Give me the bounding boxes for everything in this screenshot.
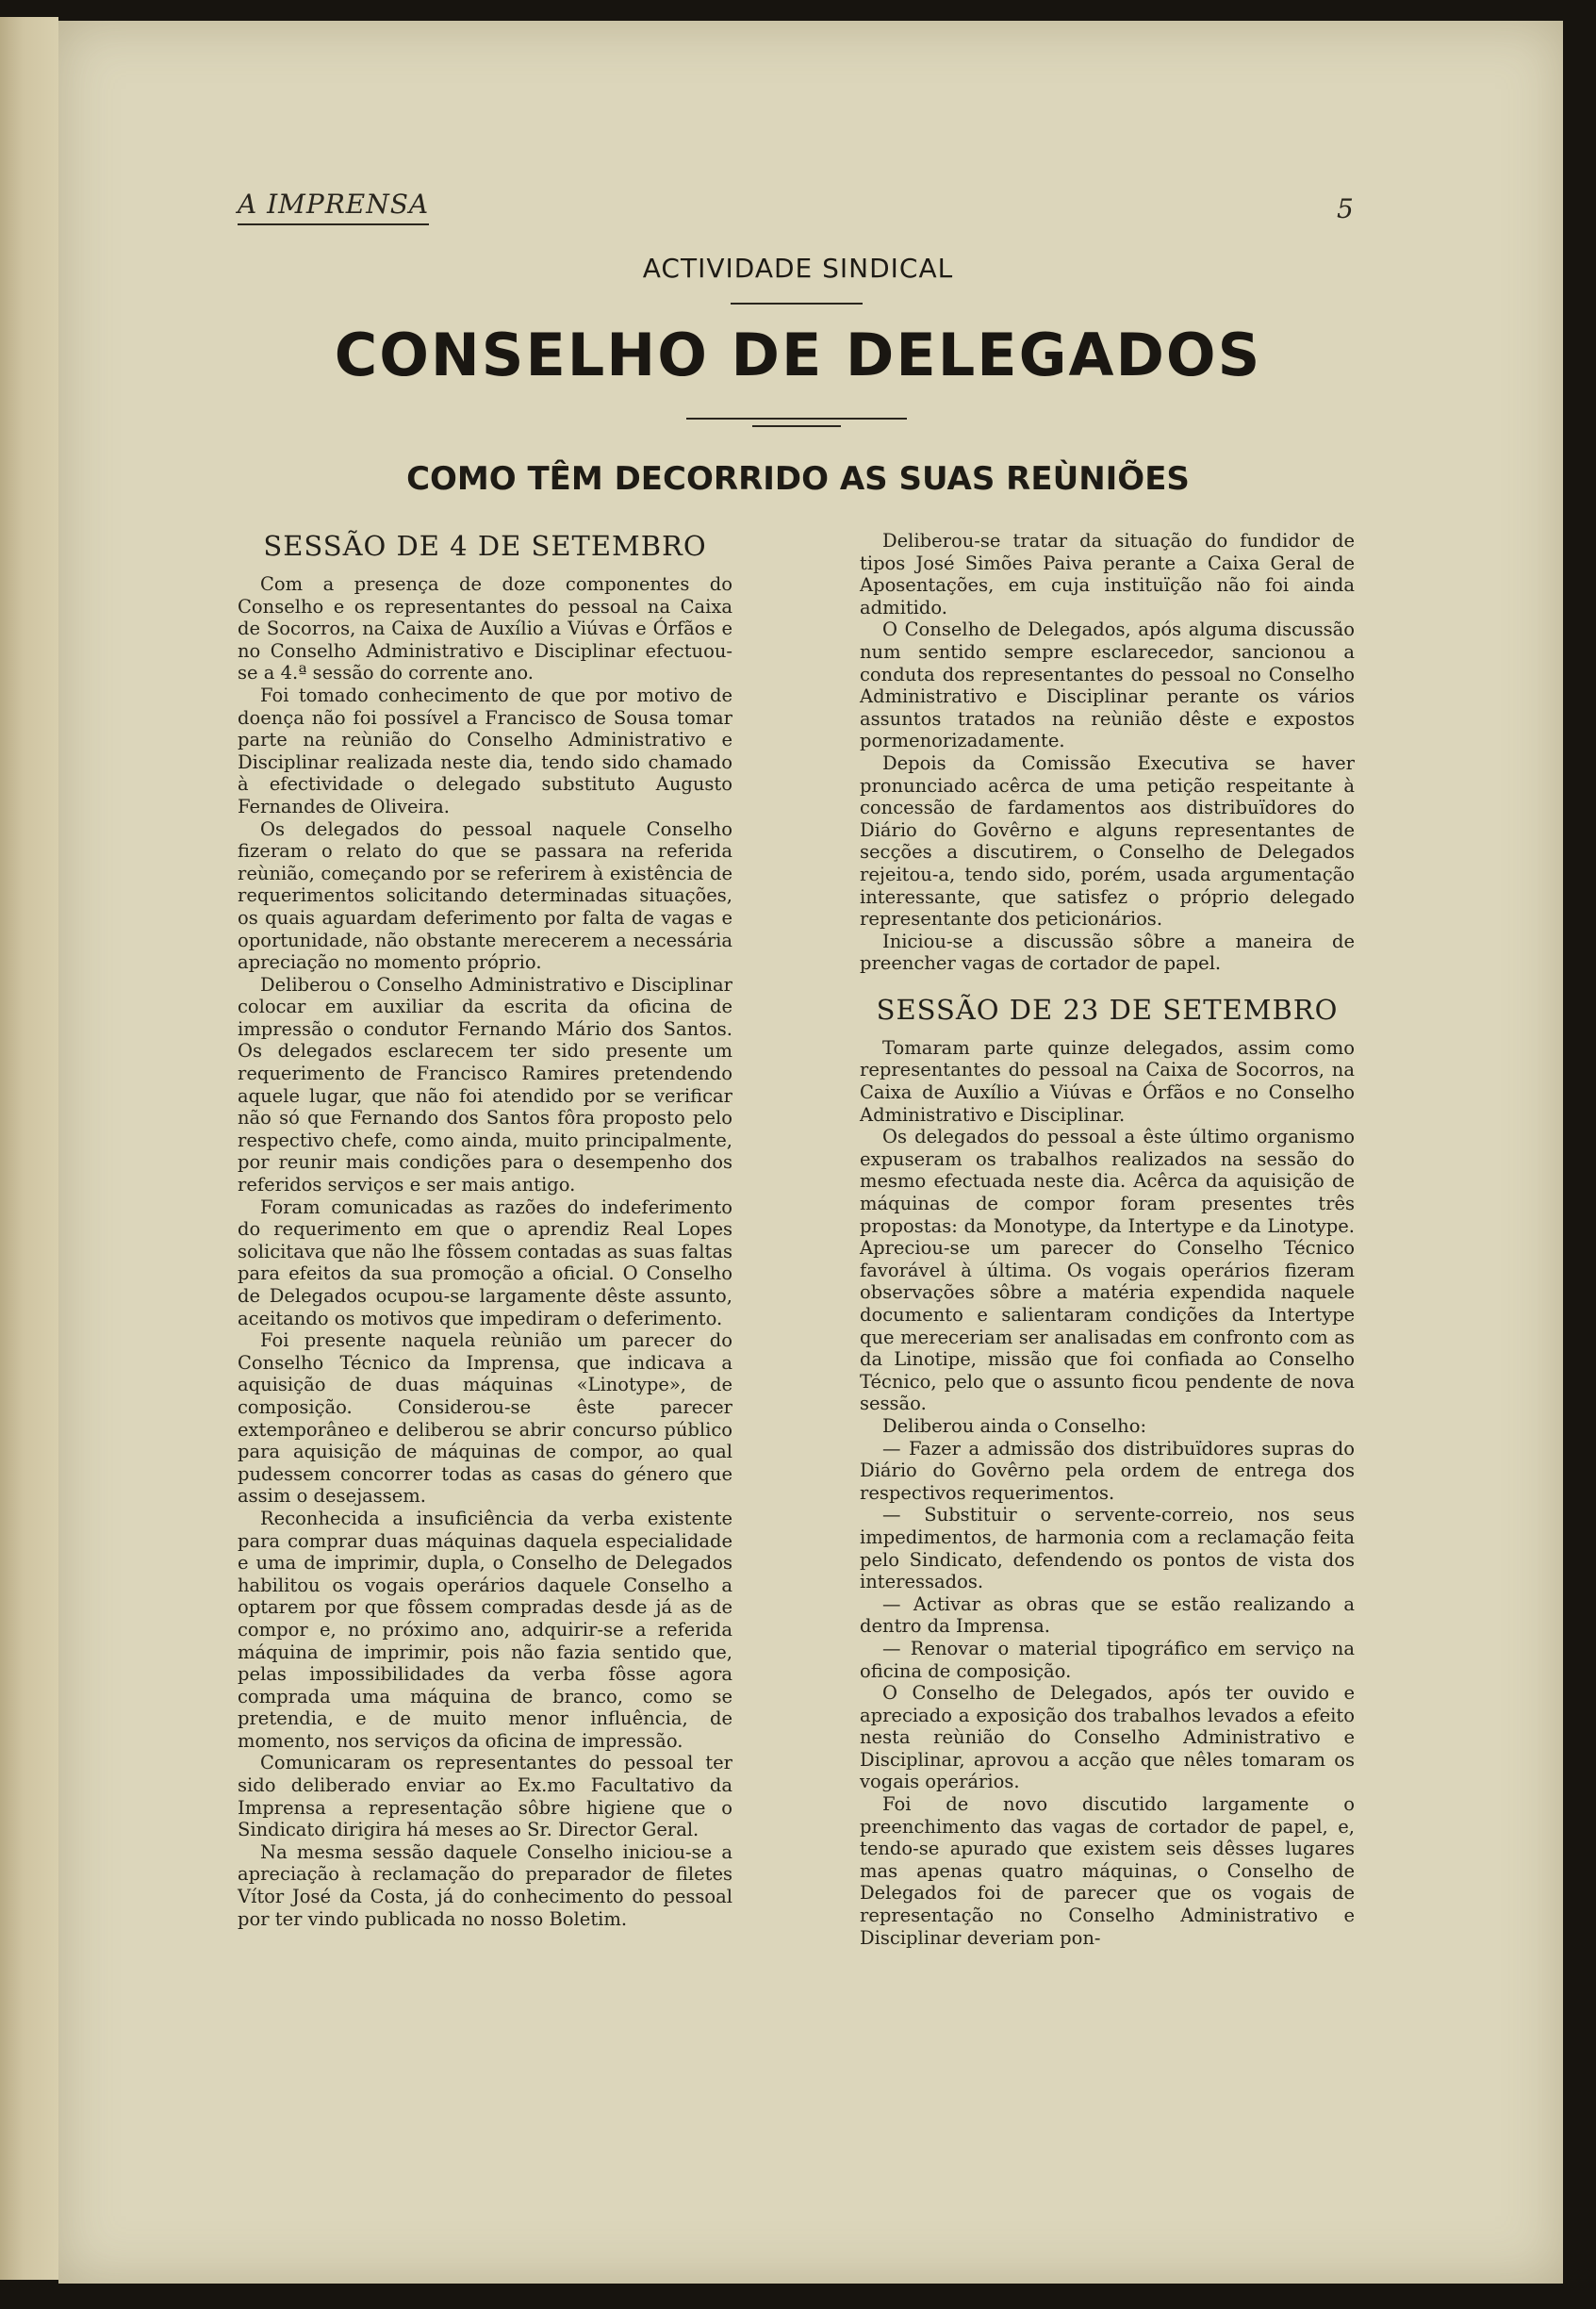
list-item: — Activar as obras que se estão realizando a dentro da Imprensa. [860,1592,1355,1638]
list-item: — Renovar o material tipográfico em serviço na oficina de composição. [860,1637,1355,1682]
session-heading: SESSÃO DE 4 DE SETEMBRO [263,530,707,562]
paragraph: Depois da Comissão Executiva se haver pronunciado acêrca de uma petição respeitante à concessão de fardamentos aos distribuïdores do Diário do Govêrno e alguns representantes de secções a discutirem, o Conselho de Delegados rejeitou-a, tendo sido, porém, usada argumentação interessante, que satisfez o próprio delegado representante dos peticionários. [860,751,1355,931]
paragraph: Reconhecida a insuficiência da verba existente para comprar duas máquinas daquela especialidade e uma de imprimir, dupla, o Conselho de Delegados habilitou os vogais operários daquele Conselho a optarem por que fôssem compradas desde já as de compor e, no próximo ano, adquirir-se a referida máquina de imprimir, pois não fazia sentido que, pelas impossibilidades da verba fôsse agora comprada uma máquina de branco, como se pretendia, e de muito menor influência, de momento, nos serviços da oficina de impressão. [238,1507,732,1752]
paragraph: Foi presente naquela reùnião um parecer do Conselho Técnico da Imprensa, que indicava a aquisição de duas máquinas «Linotype», de composição. Considerou-se êste parecer extemporâneo e deliberou se abrir concurso público para aquisição de máquinas de compor, ao qual pudessem concorrer todas as casas do género que assim o desejassem. [238,1329,732,1508]
session-heading: SESSÃO DE 23 DE SETEMBRO [876,993,1339,1026]
paragraph: Iniciou-se a discussão sôbre a maneira de preencher vagas de cortador de papel. [860,930,1355,975]
article-subtitle: COMO TÊM DECORRIDO AS SUAS REÙNIÕES [406,460,1190,498]
divider-rule [731,303,863,305]
list-item: — Substituir o servente-correio, nos seus impedimentos, de harmonia com a reclamação feita pelo Sindicato, defendendo os pontos de vista dos interessados. [860,1504,1355,1593]
paragraph: Foi de novo discutido largamente o preenchimento das vagas de cortador de papel, e, tendo-se apurado que existem seis dêsses lugares mas apenas quatro máquinas, o Conselho de Delegados foi de parecer que os vogais de representação no Conselho Administrativo e Disciplinar deveriam pon- [860,1793,1355,1949]
right-column [860,530,1355,1949]
paragraph: Deliberou ainda o Conselho: [882,1414,1147,1437]
paragraph: Os delegados do pessoal a êste último organismo expuseram os trabalhos realizados na sessão do mesmo efectuada neste dia. Acêrca da aquisição de máquinas de compor foram presentes três propostas: da Monotype, da Intertype e da Linotype. Apreciou-se um parecer do Conselho Técnico favorável à última. Os vogais operários fizeram observações sôbre a matéria expendida naquele documento e salientaram condições da Intertype que mereceriam ser analisadas em confronto com as da Linotipe, missão que foi confiada ao Conselho Técnico, pelo que o assunto ficou pendente de nova sessão. [860,1126,1355,1415]
paragraph: Na mesma sessão daquele Conselho iniciou-se a apreciação à reclamação do preparador de filetes Vítor José da Costa, já do conhecimento do pessoal por ter vindo publicada no nosso Boletim. [238,1840,732,1930]
paragraph: O Conselho de Delegados, após alguma discussão num sentido sempre esclarecedor, sancionou a conduta dos representantes do pessoal no Conselho Administrativo e Disciplinar perante os vários assuntos tratados na reùnião dêste e expostos pormenorizadamente. [860,618,1355,752]
article-title: CONSELHO DE DELEGADOS [334,321,1262,389]
divider-rule [686,418,907,420]
paragraph: Foram comunicadas as razões do indeferimento do requerimento em que o aprendiz Real Lopes solicitava que não lhe fôssem contadas as suas faltas para efeitos da sua promoção a oficial. O Conselho de Delegados ocupou-se largamente dêste assunto, aceitando os motivos que impediram o deferimento. [238,1196,732,1329]
list-item: — Fazer a admissão dos distribuïdores supras do Diário do Govêrno pela ordem de entrega dos respectivos requerimentos. [860,1437,1355,1504]
paragraph: O Conselho de Delegados, após ter ouvido e apreciado a exposição dos trabalhos levados a efeito nesta reùnião do Conselho Administrativo e Disciplinar, aprovou a acção que nêles tomaram os vogais operários. [860,1682,1355,1793]
paragraph: Tomaram parte quinze delegados, assim como representantes do pessoal na Caixa de Socorros, na Caixa de Auxílio a Viúvas e Órfãos e no Conselho Administrativo e Disciplinar. [860,1036,1355,1126]
running-head: A IMPRENSA [238,189,429,225]
paragraph: Os delegados do pessoal naquele Conselho fizeram o relato do que se passara na referida reùnião, começando por se referirem à existência de requerimentos solicitando determinadas situações, os quais aguardam deferimento por falta de vagas e oportunidade, não obstante merecerem a necessária apreciação no momento próprio. [238,817,732,974]
page-number: 5 [1337,193,1354,224]
left-column [238,530,732,1930]
paragraph: Deliberou o Conselho Administrativo e Disciplinar colocar em auxiliar da escrita da oficina de impressão o condutor Fernando Mário dos Santos. Os delegados esclarecem ter sido presente um requerimento de Francisco Ramires pretendendo aquele lugar, que não foi atendido por se verificar não só que Fernando dos Santos fôra proposto pelo respectivo chefe, como ainda, muito principalmente, por reunir mais condições para o desempenho dos referidos serviços e ser mais antigo. [238,973,732,1196]
section-kicker: ACTIVIDADE SINDICAL [642,253,954,284]
paragraph: Comunicaram os representantes do pessoal ter sido deliberado enviar ao Ex.mo Facultativo da Imprensa a representação sôbre higiene que o Sindicato dirigira há meses ao Sr. Director Geral. [238,1752,732,1841]
paragraph: Foi tomado conhecimento de que por motivo de doença não foi possível a Francisco de Sousa tomar parte na reùnião do Conselho Administrativo e Disciplinar realizada neste dia, tendo sido chamado à efectividade o delegado substituto Augusto Fernandes de Oliveira. [238,684,732,817]
paragraph: Com a presença de doze componentes do Conselho e os representantes do pessoal na Caixa de Socorros, na Caixa de Auxílio a Viúvas e Órfãos e no Conselho Administrativo e Disciplinar efectuou-se a 4.ª sessão do corrente ano. [238,573,732,684]
divider-rule [752,425,841,427]
paragraph: Deliberou-se tratar da situação do fundidor de tipos José Simões Paiva perante a Caixa Geral de Aposentações, em cuja instituïção não foi ainda admitido. [860,530,1355,618]
